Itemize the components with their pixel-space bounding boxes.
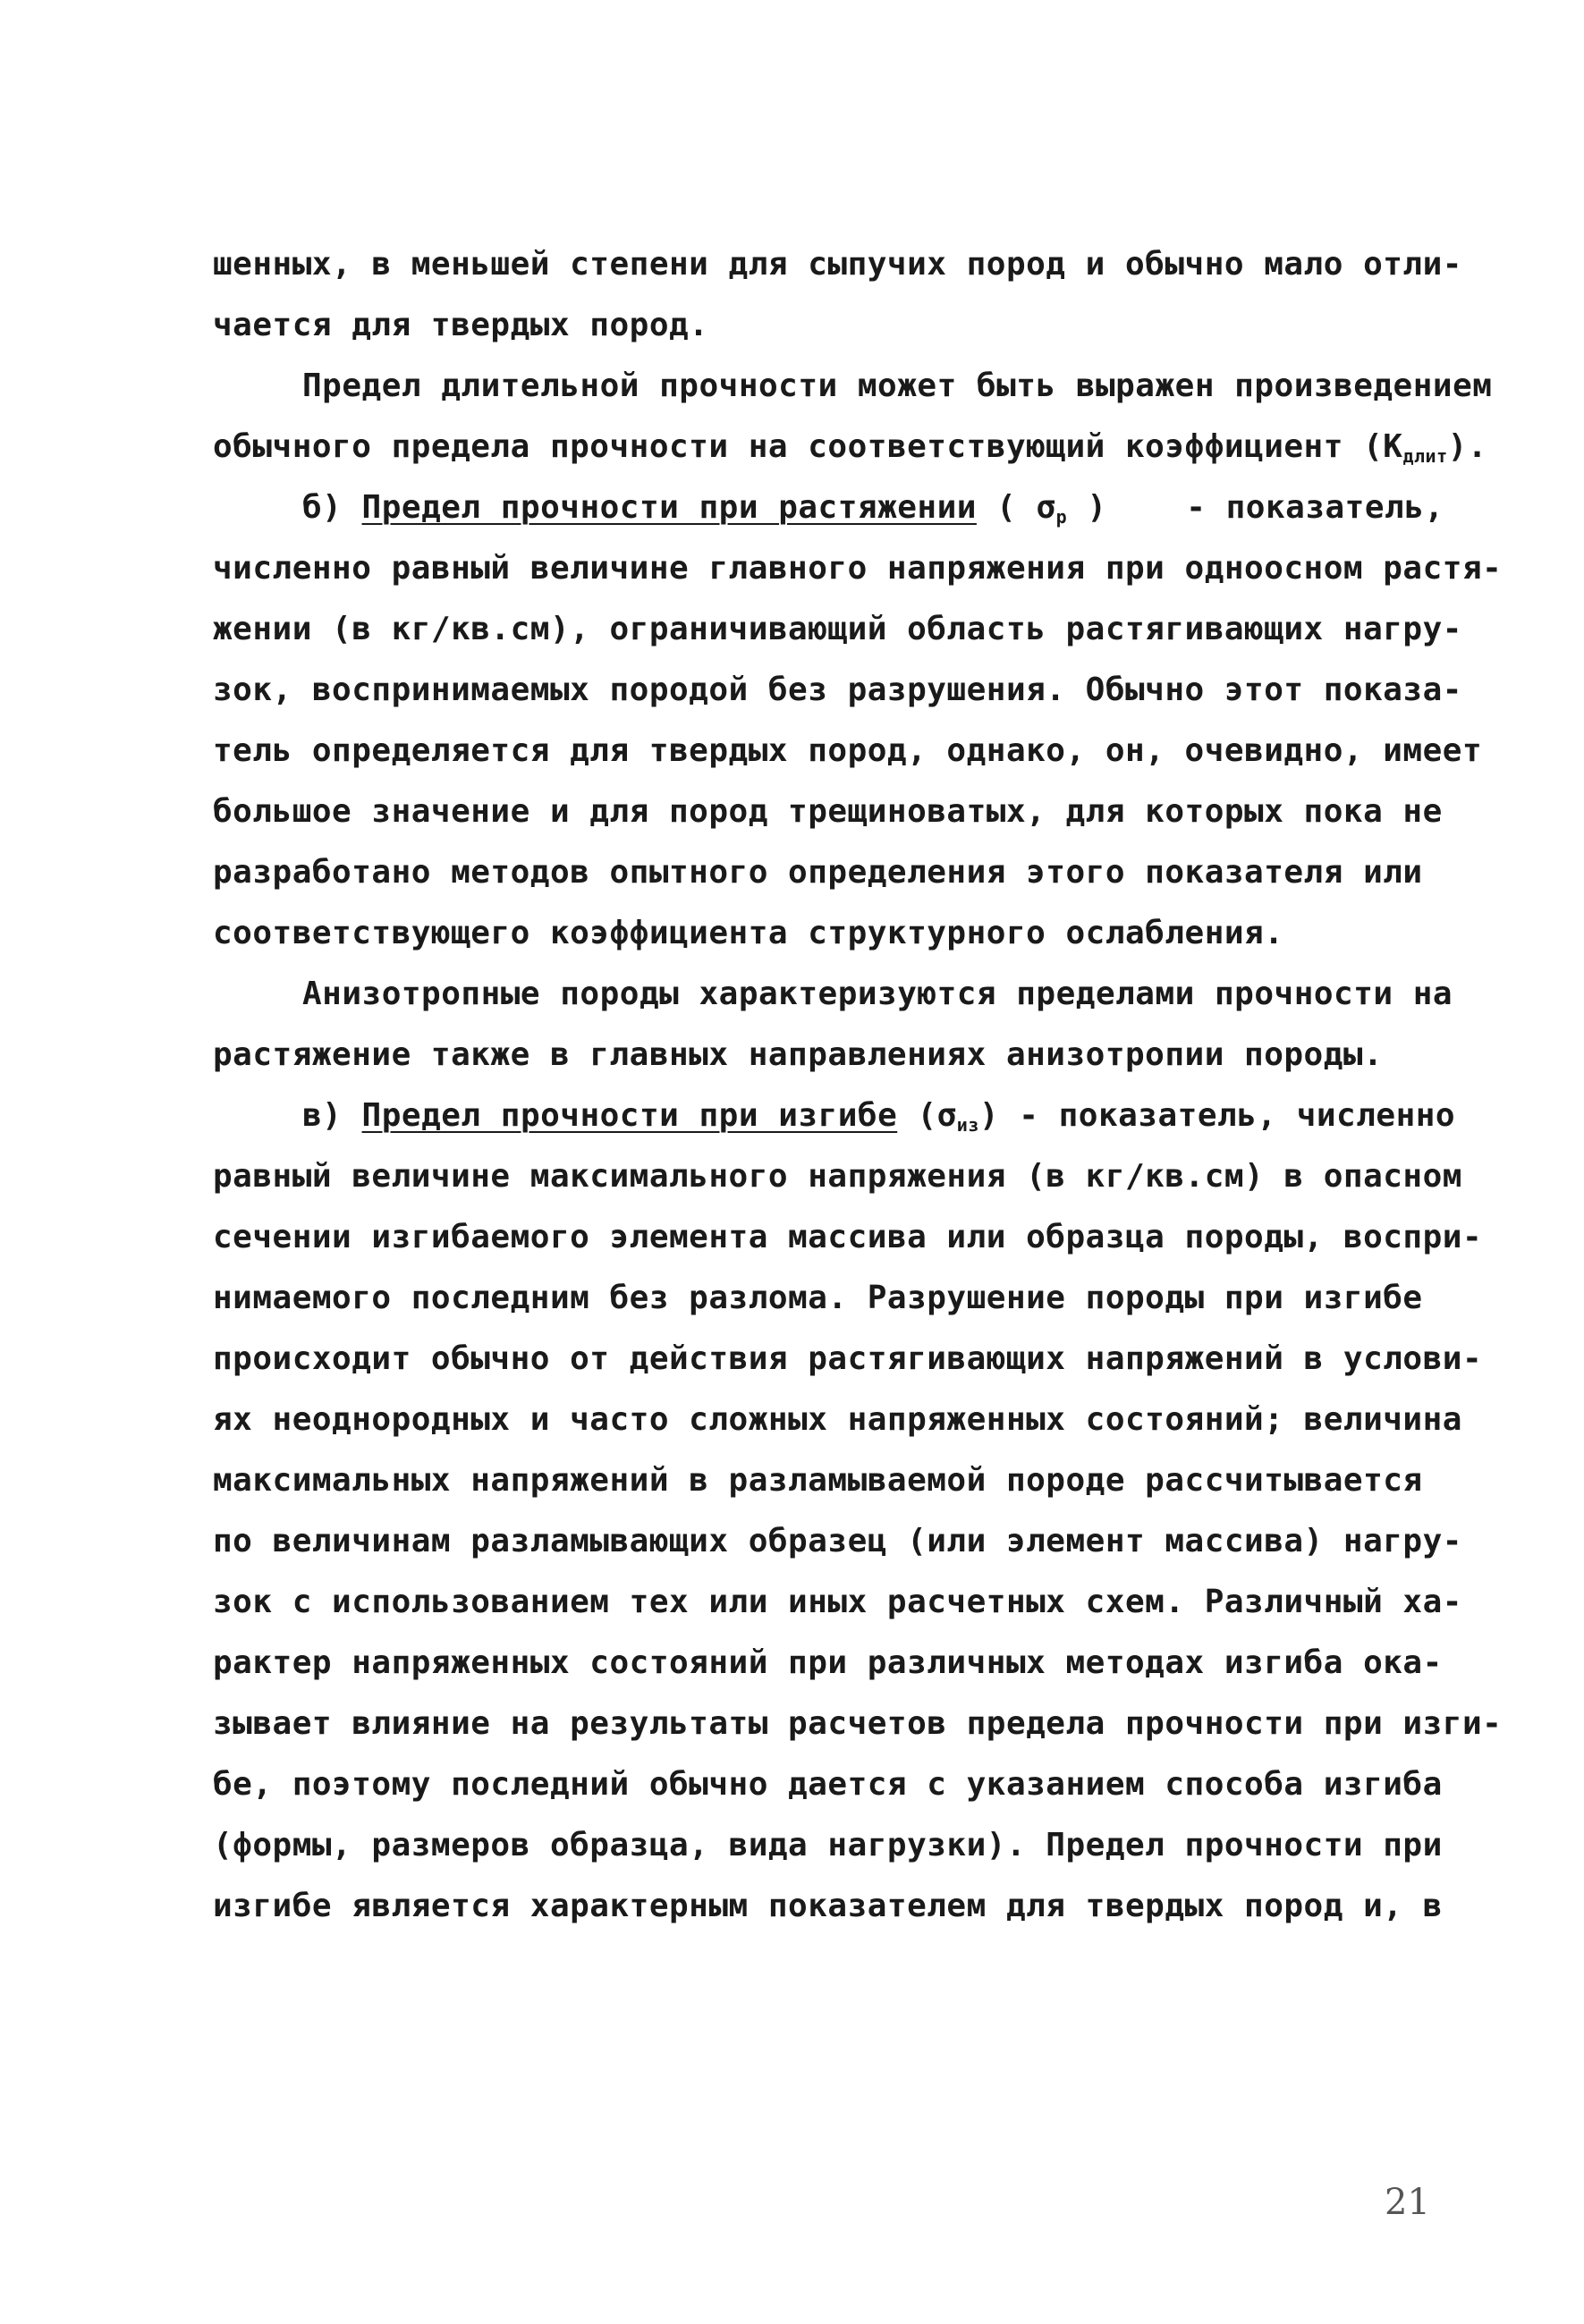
text-line: шенных, в меньшей степени для сыпучих пород и обычно мало отли-	[213, 246, 1462, 283]
text-line: ях неоднородных и часто сложных напряженных состояний; величина	[213, 1401, 1462, 1438]
item-b-symbol-subscript: р	[1055, 506, 1068, 528]
text-line: численно равный величине главного напряжения при одноосном растя-	[213, 550, 1503, 587]
text-line: большое значение и для пород трещиноватых, для которых пока не	[213, 793, 1443, 830]
item-b-heading	[302, 488, 1444, 537]
text-line: нимаемого последним без разлома. Разрушение породы при изгибе	[213, 1280, 1423, 1316]
text-line: тель определяется для твердых пород, однако, он, очевидно, имеет	[213, 732, 1483, 769]
text-line: обычного предела прочности на соответствующий коэффициент (	[213, 428, 1384, 465]
text-line: Анизотропные породы характеризуются пределами прочности на	[302, 976, 1453, 1012]
item-b-symbol-close: )	[1087, 489, 1107, 526]
text-line: зок с использованием тех или иных расчетных схем. Различный ха-	[213, 1584, 1462, 1620]
coefficient-subscript: длит	[1402, 445, 1448, 467]
item-b-prefix: б)	[302, 489, 343, 526]
item-b-symbol-open: ( σ	[996, 489, 1056, 526]
text-line: зывает влияние на результаты расчетов предела прочности при изги-	[213, 1705, 1503, 1742]
text-line: равный величине максимального напряжения (в кг/кв.см) в опасном	[213, 1158, 1462, 1195]
text-line: изгибе является характерным показателем для твердых пород и, в	[213, 1888, 1443, 1924]
item-v-symbol-open: (σ	[917, 1097, 957, 1134]
text-line: растяжение также в главных направлениях анизотропии породы.	[213, 1036, 1384, 1073]
item-v-term: Предел прочности при изгибе	[361, 1097, 898, 1134]
text-line: бе, поэтому последний обычно дается с указанием способа изгиба	[213, 1766, 1443, 1803]
item-b-rest: - показатель,	[1186, 489, 1444, 526]
text-line-with-symbol	[213, 427, 1487, 476]
text-line: Предел длительной прочности может быть выражен произведением	[302, 368, 1493, 404]
text-line: жении (в кг/кв.см), ограничивающий область растягивающих нагру-	[213, 611, 1462, 647]
line-end: ).	[1447, 428, 1487, 465]
page-number: 21	[1385, 2182, 1430, 2223]
item-v-rest: - показатель, численно	[1019, 1097, 1456, 1134]
text-line: рактер напряженных состояний при различных методах изгиба ока-	[213, 1644, 1443, 1681]
text-line: зок, воспринимаемых породой без разрушения. Обычно этот показа-	[213, 672, 1462, 708]
text-line: (формы, размеров образца, вида нагрузки). Предел прочности при	[213, 1827, 1443, 1863]
item-v-prefix: в)	[302, 1097, 343, 1134]
item-v-heading	[302, 1096, 1455, 1145]
text-line: по величинам разламывающих образец (или элемент массива) нагру-	[213, 1523, 1462, 1559]
text-line: происходит обычно от действия растягивающих напряжений в услови-	[213, 1340, 1483, 1377]
text-line: соответствующего коэффициента структурного ослабления.	[213, 915, 1284, 951]
text-line: сечении изгибаемого элемента массива или образца породы, воспри-	[213, 1219, 1483, 1255]
item-b-term: Предел прочности при растяжении	[361, 489, 977, 526]
coefficient-symbol: K	[1383, 428, 1403, 465]
item-v-symbol-close: )	[978, 1097, 1000, 1134]
item-v-symbol-subscript: из	[956, 1114, 979, 1136]
text-line: разработано методов опытного определения этого показателя или	[213, 854, 1423, 891]
text-line: чается для твердых пород.	[213, 307, 709, 343]
text-line: максимальных напряжений в разламываемой породе рассчитывается	[213, 1462, 1423, 1499]
